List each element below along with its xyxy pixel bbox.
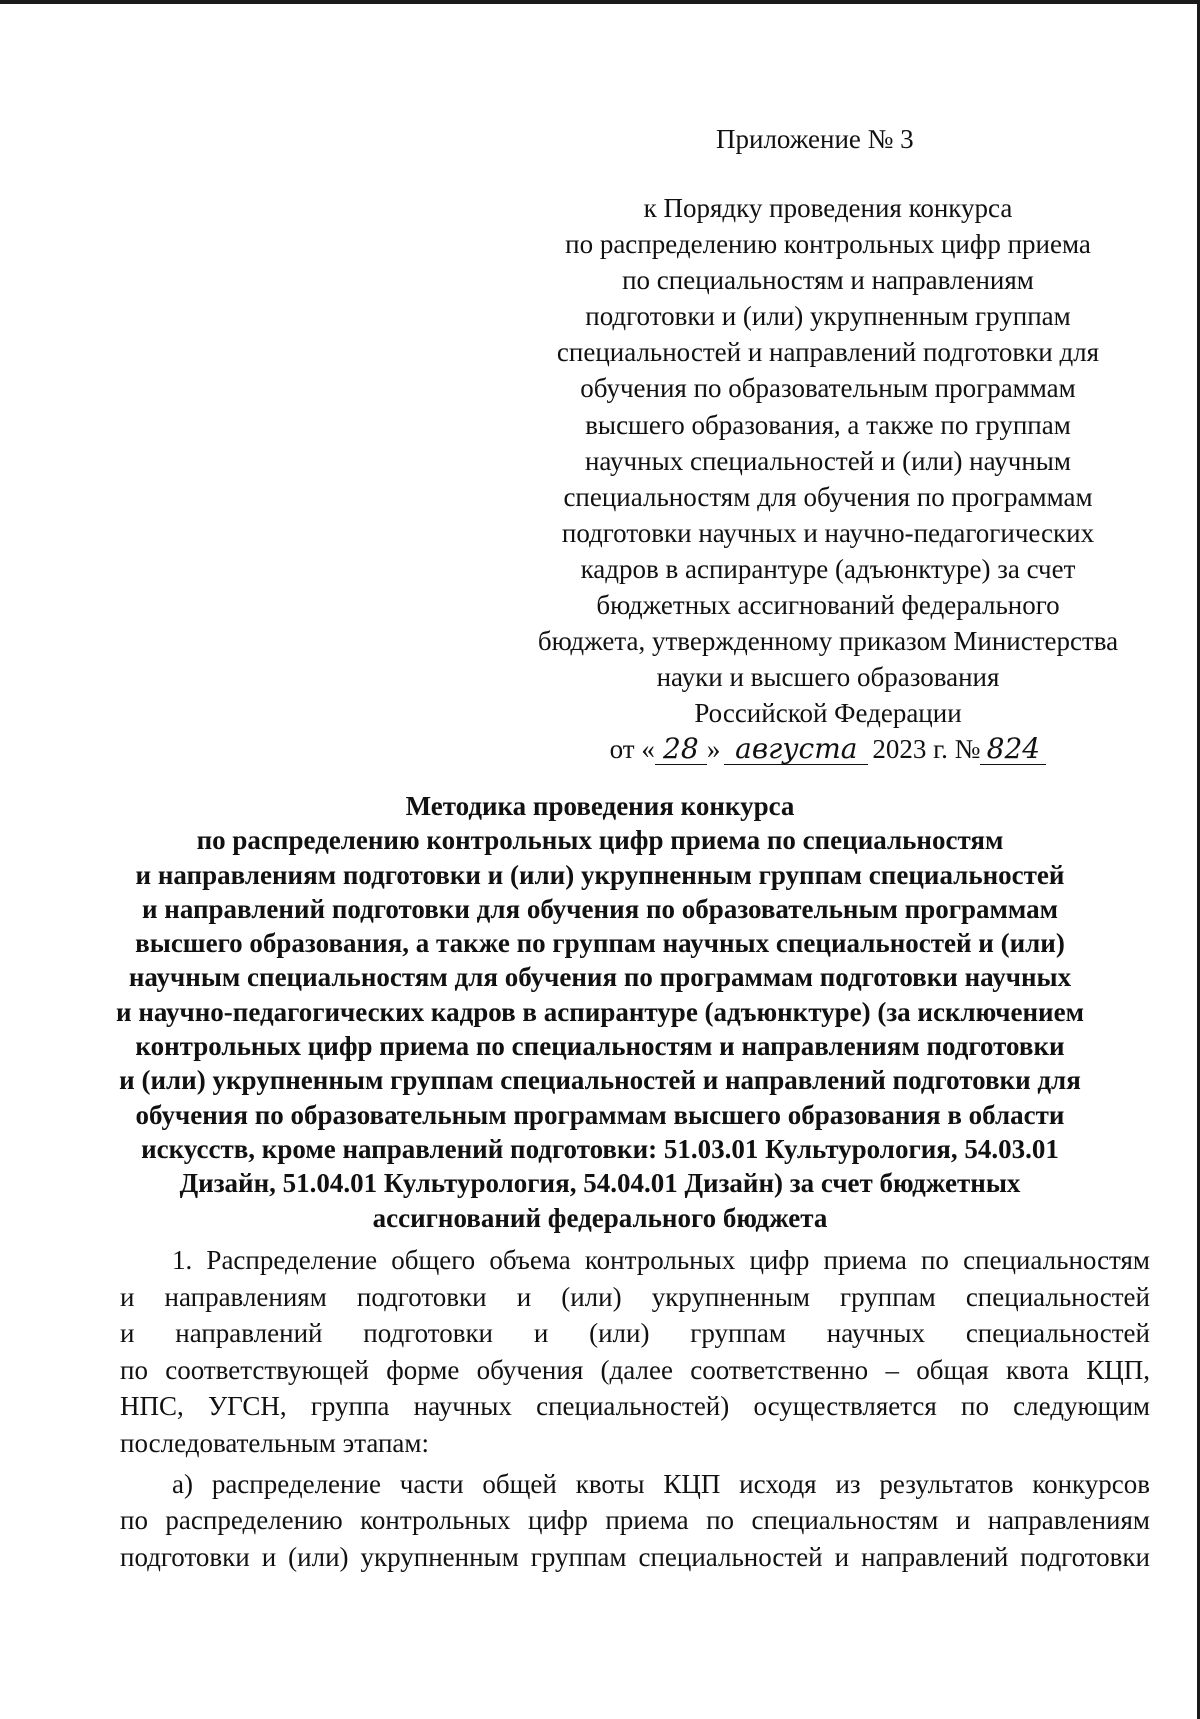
appendix-line: специальностям для обучения по программам — [563, 481, 1093, 512]
heading-line: и (или) укрупненным группам специальностей и направлений подготовки для — [119, 1065, 1081, 1096]
heading-line: контрольных цифр приема по специальностям и направлениям подготовки — [135, 1031, 1065, 1062]
heading-line: искусств, кроме направлений подготовки: 51.03.01 Культурология, 54.03.01 — [141, 1133, 1059, 1164]
appendix-reference-block — [498, 190, 1158, 768]
body-line: последовательным этапам: — [120, 1427, 429, 1458]
appendix-line: по распределению контрольных цифр приема — [565, 229, 1091, 260]
heading-line: обучения по образовательным программам высшего образования в области — [135, 1099, 1065, 1130]
body-line: и направлений подготовки и (или) группам научных специальностей — [120, 1318, 1150, 1349]
heading-line: Методика проведения конкурса — [405, 791, 795, 821]
heading-line: высшего образования, а также по группам научных специальностей и (или) — [135, 928, 1065, 959]
appendix-line: подготовки научных и научно-педагогических — [561, 517, 1095, 548]
methodology-heading — [110, 789, 1090, 1235]
scan-border-top — [0, 0, 1200, 4]
appendix-line: высшего образования, а также по группам — [585, 409, 1071, 440]
body-line: и направлениям подготовки и (или) укрупненным группам специальностей — [120, 1281, 1150, 1312]
appendix-line: по специальностям и направлениям — [622, 265, 1034, 296]
paragraph-1 — [120, 1242, 1150, 1462]
appendix-line: Российской Федерации — [694, 698, 962, 729]
body-line: подготовки и (или) укрупненным группам специальностей и направлений подготовки — [120, 1541, 1150, 1572]
appendix-line: специальностей и направлений подготовки для — [556, 337, 1100, 368]
appendix-line: бюджетных ассигнований федерального — [596, 590, 1060, 621]
heading-line: научным специальностям для обучения по программам подготовки научных — [128, 962, 1072, 993]
appendix-title: Приложение № 3 — [716, 124, 914, 154]
heading-line: по распределению контрольных цифр приема по специальностям — [196, 825, 1004, 856]
heading-line: ассигнований федерального бюджета — [372, 1202, 828, 1233]
appendix-line: бюджета, утвержденному приказом Министерства — [537, 626, 1119, 657]
paragraph-2 — [120, 1466, 1150, 1576]
appendix-line: научных специальностей и (или) научным — [584, 445, 1071, 476]
heading-line: и научно-педагогических кадров в аспирантуре (адъюнктуре) (за исключением — [116, 996, 1084, 1027]
order-date-close: » — [706, 734, 721, 765]
appendix-line: подготовки и (или) укрупненным группам — [585, 301, 1071, 332]
appendix-line: обучения по образовательным программам — [580, 373, 1076, 404]
appendix-line: науки и высшего образования — [656, 662, 1000, 693]
body-line: 1. Распределение общего объема контрольных цифр приема по специальностям — [172, 1245, 1150, 1275]
appendix-line: кадров в аспирантуре (адъюнктуре) за счет — [580, 553, 1076, 584]
appendix-line: к Порядку проведения конкурса — [643, 193, 1013, 223]
order-year: 2023 г. № — [872, 734, 981, 765]
handwritten-day: 28 — [655, 734, 707, 765]
body-line: а) распределение части общей квоты КЦП исходя из результатов конкурсов — [172, 1468, 1150, 1499]
handwritten-month: августа — [724, 734, 868, 765]
body-line: по соответствующей форме обучения (далее соответственно – общая квота КЦП, — [120, 1354, 1150, 1385]
order-date-prefix: от « — [609, 734, 655, 765]
order-date-line — [498, 731, 1158, 767]
handwritten-order-number: 824 — [980, 734, 1046, 765]
document-body — [120, 1242, 1150, 1575]
body-line: по распределению контрольных цифр приема по специальностям и направлениям — [120, 1505, 1150, 1536]
heading-line: Дизайн, 51.04.01 Культурология, 54.04.01 Дизайн) за счет бюджетных — [179, 1168, 1021, 1199]
heading-line: и направлений подготовки для обучения по образовательным программам — [141, 893, 1059, 924]
body-line: НПС, УГСН, группа научных специальностей) осуществляется по следующим — [120, 1391, 1150, 1422]
heading-line: и направлениям подготовки и (или) укрупненным группам специальностей — [135, 859, 1065, 890]
